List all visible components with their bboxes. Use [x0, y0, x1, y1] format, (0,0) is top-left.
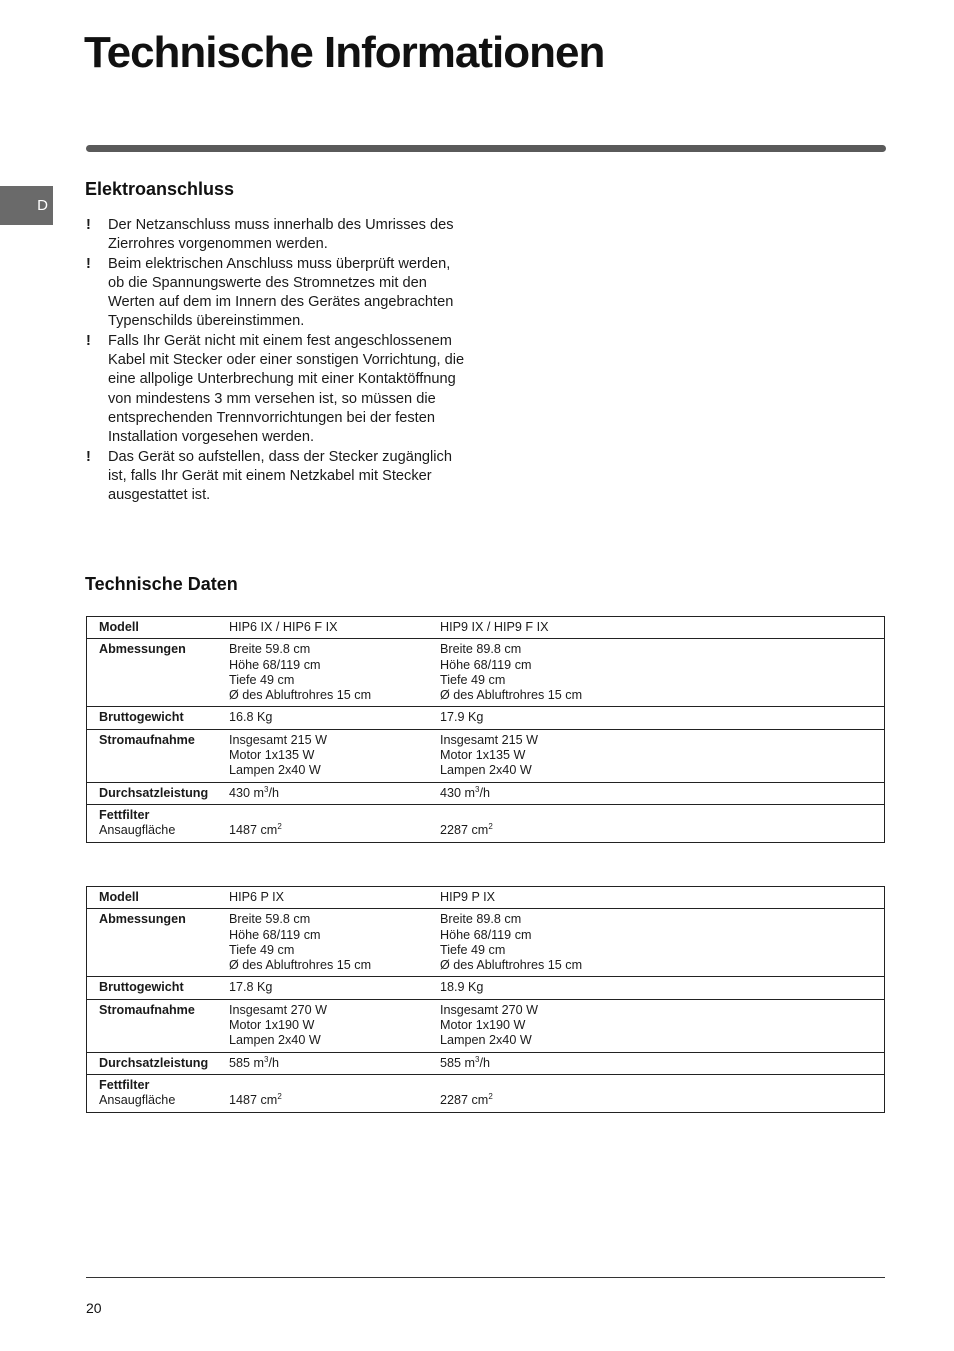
cell-dimensions-1 [229, 639, 440, 707]
row-label: Abmessungen [99, 642, 186, 657]
row-label-main: Fettfilter [99, 807, 150, 822]
unit-superscript: 2 [277, 1092, 282, 1102]
dimension-duct: Ø des Abluftrohres 15 cm [229, 688, 372, 703]
spec-table-1 [86, 616, 885, 843]
power-motor: Motor 1x190 W [440, 1018, 526, 1033]
dimension-depth: Tiefe 49 cm [229, 942, 295, 957]
power-total: Insgesamt 215 W [440, 732, 538, 747]
warning-bullet: ! [86, 255, 91, 272]
throughput-value: 585 m [229, 1055, 265, 1070]
page-title: Technische Informationen [84, 28, 605, 77]
list-item-text: Beim elektrischen Anschluss muss überprüft werden, ob die Spannungswerte des Stromnetzes mit den Werten auf dem im Innern des Gerätes angebrachten Typenschilds übereinstimmen. [108, 255, 454, 330]
list-item-text: Der Netzanschluss muss innerhalb des Umrisses des Zierrohres vorgenommen werden. [108, 217, 454, 253]
dimension-width: Breite 89.8 cm [440, 912, 522, 927]
cell-dimensions-2 [440, 639, 885, 707]
table-row-durchsatzleistung [87, 1052, 885, 1074]
footer-divider [86, 1277, 885, 1278]
list-item [86, 216, 466, 255]
row-label: Modell [99, 620, 139, 634]
cell-weight-2: 17.9 Kg [440, 710, 484, 725]
list-item [86, 332, 466, 448]
warning-list [86, 216, 466, 505]
row-label-main: Fettfilter [99, 1077, 150, 1092]
row-label: Durchsatzleistung [99, 1055, 209, 1070]
cell-weight-1: 17.8 Kg [229, 980, 273, 995]
table-row-abmessungen [87, 639, 885, 707]
warning-bullet: ! [86, 448, 91, 465]
table-row-fettfilter [87, 804, 885, 842]
cell-throughput-1 [229, 782, 440, 804]
cell-model-2: HIP9 P IX [440, 890, 496, 904]
title-divider [86, 145, 886, 152]
warning-bullet: ! [86, 332, 91, 349]
throughput-value: 585 m [440, 1055, 476, 1070]
table-row-bruttogewicht [87, 977, 885, 999]
unit-superscript: 3 [475, 1054, 480, 1064]
power-motor: Motor 1x190 W [229, 1018, 315, 1033]
cell-model-1: HIP6 IX / HIP6 F IX [229, 620, 338, 634]
unit-suffix: /h [268, 785, 279, 800]
cell-filter-1 [229, 804, 440, 842]
list-item-text: Das Gerät so aufstellen, dass der Stecker zugänglich ist, falls Ihr Gerät mit einem Netzkabel mit Stecker ausgestattet ist. [108, 448, 452, 504]
section-heading-elektroanschluss: Elektroanschluss [85, 179, 235, 199]
table-row-stromaufnahme [87, 999, 885, 1052]
dimension-height: Höhe 68/119 cm [229, 927, 321, 942]
filter-area-value: 2287 cm [440, 823, 489, 838]
unit-superscript: 3 [475, 784, 480, 794]
table-row-fettfilter [87, 1074, 885, 1112]
cell-dimensions-2 [440, 909, 885, 977]
spec-table-2 [86, 886, 885, 1113]
row-label [87, 1074, 230, 1112]
power-motor: Motor 1x135 W [229, 748, 315, 763]
table-row-modell [87, 617, 885, 639]
dimension-depth: Tiefe 49 cm [229, 672, 295, 687]
table-row-durchsatzleistung [87, 782, 885, 804]
dimension-duct: Ø des Abluftrohres 15 cm [440, 688, 583, 703]
cell-throughput-2 [440, 782, 885, 804]
cell-filter-1 [229, 1074, 440, 1112]
row-label: Abmessungen [99, 912, 186, 927]
unit-suffix: /h [479, 785, 490, 800]
cell-power-1 [229, 729, 440, 782]
unit-suffix: /h [479, 1055, 490, 1070]
dimension-duct: Ø des Abluftrohres 15 cm [440, 958, 583, 973]
filter-area-value: 1487 cm [229, 823, 278, 838]
dimension-width: Breite 89.8 cm [440, 642, 522, 657]
cell-power-2 [440, 729, 885, 782]
unit-superscript: 3 [264, 784, 269, 794]
filter-area-value: 1487 cm [229, 1093, 278, 1108]
row-label: Bruttogewicht [99, 980, 184, 995]
unit-superscript: 2 [277, 822, 282, 832]
power-lamps: Lampen 2x40 W [229, 1033, 321, 1048]
row-sublabel: Ansaugfläche [99, 1093, 176, 1108]
unit-superscript: 2 [488, 1092, 493, 1102]
dimension-depth: Tiefe 49 cm [440, 672, 506, 687]
row-label: Stromaufnahme [99, 732, 195, 747]
throughput-value: 430 m [229, 785, 265, 800]
power-lamps: Lampen 2x40 W [440, 1033, 532, 1048]
cell-filter-2 [440, 1074, 885, 1112]
filter-area-value: 2287 cm [440, 1093, 489, 1108]
unit-suffix: /h [268, 1055, 279, 1070]
cell-weight-2: 18.9 Kg [440, 980, 484, 995]
page-number: 20 [86, 1300, 102, 1316]
dimension-height: Höhe 68/119 cm [440, 657, 532, 672]
cell-filter-2 [440, 804, 885, 842]
cell-model-2: HIP9 IX / HIP9 F IX [440, 620, 549, 634]
dimension-width: Breite 59.8 cm [229, 912, 311, 927]
row-label: Bruttogewicht [99, 710, 184, 725]
table-row-modell [87, 887, 885, 909]
table-row-abmessungen [87, 909, 885, 977]
cell-throughput-2 [440, 1052, 885, 1074]
cell-power-2 [440, 999, 885, 1052]
cell-model-1: HIP6 P IX [229, 890, 285, 904]
list-item-text: Falls Ihr Gerät nicht mit einem fest angeschlossenem Kabel mit Stecker oder einer sonstigen Vorrichtung, die eine allpolige Unterbrechung mit einer Kontaktöffnung von mindestens 3 mm versehen ist, so müssen die entsprechenden Trennvorrichtungen bei der festen Installation vorgesehen werden. [108, 332, 465, 446]
list-item [86, 448, 466, 506]
row-sublabel: Ansaugfläche [99, 823, 176, 838]
dimension-duct: Ø des Abluftrohres 15 cm [229, 958, 372, 973]
row-label: Durchsatzleistung [99, 785, 209, 800]
row-label [87, 804, 230, 842]
power-total: Insgesamt 215 W [229, 732, 327, 747]
unit-superscript: 3 [264, 1054, 269, 1064]
power-lamps: Lampen 2x40 W [440, 763, 532, 778]
cell-throughput-1 [229, 1052, 440, 1074]
warning-bullet: ! [86, 217, 91, 233]
table-row-stromaufnahme [87, 729, 885, 782]
row-label: Stromaufnahme [99, 1002, 195, 1017]
power-total: Insgesamt 270 W [229, 1002, 327, 1017]
dimension-height: Höhe 68/119 cm [440, 927, 532, 942]
throughput-value: 430 m [440, 785, 476, 800]
dimension-width: Breite 59.8 cm [229, 642, 311, 657]
cell-dimensions-1 [229, 909, 440, 977]
cell-weight-1: 16.8 Kg [229, 710, 273, 725]
power-motor: Motor 1x135 W [440, 748, 526, 763]
section-heading-technische-daten: Technische Daten [85, 574, 238, 594]
cell-power-1 [229, 999, 440, 1052]
language-tab [0, 186, 53, 225]
dimension-height: Höhe 68/119 cm [229, 657, 321, 672]
power-total: Insgesamt 270 W [440, 1002, 538, 1017]
table-row-bruttogewicht [87, 707, 885, 729]
list-item [86, 255, 466, 332]
row-label: Modell [99, 890, 139, 904]
dimension-depth: Tiefe 49 cm [440, 942, 506, 957]
unit-superscript: 2 [488, 822, 493, 832]
power-lamps: Lampen 2x40 W [229, 763, 321, 778]
language-tab-label: D [37, 197, 48, 214]
